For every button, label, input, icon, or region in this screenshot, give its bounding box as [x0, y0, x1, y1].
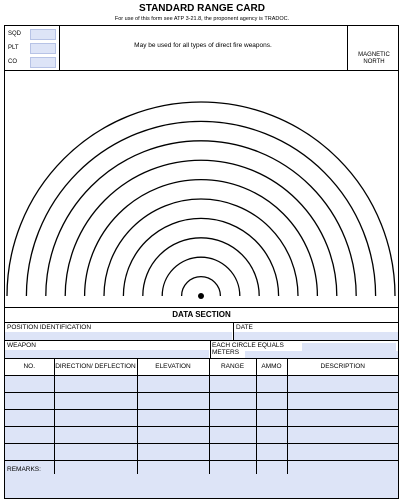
date-field[interactable]: [234, 332, 398, 340]
cell-range[interactable]: [209, 393, 256, 410]
remarks-field[interactable]: [5, 474, 398, 498]
cell-direction[interactable]: [54, 393, 137, 410]
cell-direction[interactable]: [54, 410, 137, 427]
range-circle-3: [143, 238, 259, 296]
plt-field[interactable]: [30, 43, 56, 54]
weapon-circle-row: [5, 341, 398, 359]
range-circle-9: [26, 121, 375, 296]
range-circle-5: [104, 199, 298, 296]
cell-elevation[interactable]: [137, 393, 209, 410]
cell-range[interactable]: [209, 444, 256, 461]
data-section-heading: DATA SECTION: [5, 307, 398, 323]
position-dot: [198, 293, 204, 299]
magnetic-north-label: MAGNETIC NORTH: [358, 52, 390, 65]
cell-direction[interactable]: [54, 376, 137, 393]
cell-direction[interactable]: [54, 444, 137, 461]
magnetic-north-box[interactable]: [347, 26, 400, 70]
cell-description[interactable]: [287, 444, 398, 461]
cell-ammo[interactable]: [256, 444, 287, 461]
each-circle-label: EACH CIRCLE EQUALS METERS: [212, 342, 284, 356]
table-row: [5, 376, 398, 393]
range-circles: [7, 102, 395, 296]
cell-range[interactable]: [209, 427, 256, 444]
remarks-section: [5, 466, 398, 498]
weapon-note: May be used for all types of direct fire weapons.: [134, 42, 272, 49]
form-subtitle: For use of this form see ATP 3-21.8, the proponent agency is TRADOC.: [114, 16, 290, 22]
cell-ammo[interactable]: [256, 376, 287, 393]
sqd-field[interactable]: [30, 29, 56, 40]
form-title: STANDARD RANGE CARD: [139, 3, 265, 14]
col-description: DESCRIPTION: [287, 359, 398, 376]
cell-description[interactable]: [287, 427, 398, 444]
cell-elevation[interactable]: [137, 410, 209, 427]
cell-no[interactable]: [5, 393, 54, 410]
table-header: [5, 359, 398, 376]
cell-range[interactable]: [209, 410, 256, 427]
cell-elevation[interactable]: [137, 376, 209, 393]
cell-ammo[interactable]: [256, 393, 287, 410]
col-range: RANGE: [209, 359, 256, 376]
cell-description[interactable]: [287, 376, 398, 393]
col-direction-deflection: DIRECTION/ DEFLECTION: [54, 359, 137, 376]
col-no: NO.: [5, 359, 54, 376]
position-date-row: [5, 323, 398, 341]
table-row: [5, 393, 398, 410]
col-ammo: AMMO: [256, 359, 287, 376]
weapon-field[interactable]: [5, 350, 209, 358]
cell-description[interactable]: [287, 410, 398, 427]
sqd-label: SQD: [8, 31, 22, 37]
cell-elevation[interactable]: [137, 427, 209, 444]
co-field[interactable]: [30, 57, 56, 68]
table-row: [5, 410, 398, 427]
position-identification-field[interactable]: [5, 332, 232, 340]
co-label: CO: [8, 59, 17, 65]
meters-field[interactable]: [245, 351, 398, 358]
table-row: [5, 427, 398, 444]
cell-no[interactable]: [5, 444, 54, 461]
cell-ammo[interactable]: [256, 410, 287, 427]
date-label: DATE: [236, 324, 253, 331]
position-identification-label: POSITION IDENTIFICATION: [7, 324, 92, 331]
cell-no[interactable]: [5, 376, 54, 393]
cell-direction[interactable]: [54, 427, 137, 444]
range-card: [4, 25, 399, 499]
cell-description[interactable]: [287, 393, 398, 410]
sector-sketch[interactable]: [5, 70, 398, 308]
data-table: [5, 359, 398, 478]
table-row: [5, 444, 398, 461]
divider: [210, 341, 211, 358]
weapon-label: WEAPON: [7, 342, 36, 349]
cell-ammo[interactable]: [256, 427, 287, 444]
cell-no[interactable]: [5, 427, 54, 444]
range-circles-diagram: [5, 71, 398, 308]
remarks-label: REMARKS:: [7, 466, 41, 473]
cell-elevation[interactable]: [137, 444, 209, 461]
each-circle-field[interactable]: [302, 343, 396, 351]
unit-box: [5, 26, 60, 70]
cell-no[interactable]: [5, 410, 54, 427]
plt-label: PLT: [8, 45, 19, 51]
cell-range[interactable]: [209, 376, 256, 393]
col-elevation: ELEVATION: [137, 359, 209, 376]
